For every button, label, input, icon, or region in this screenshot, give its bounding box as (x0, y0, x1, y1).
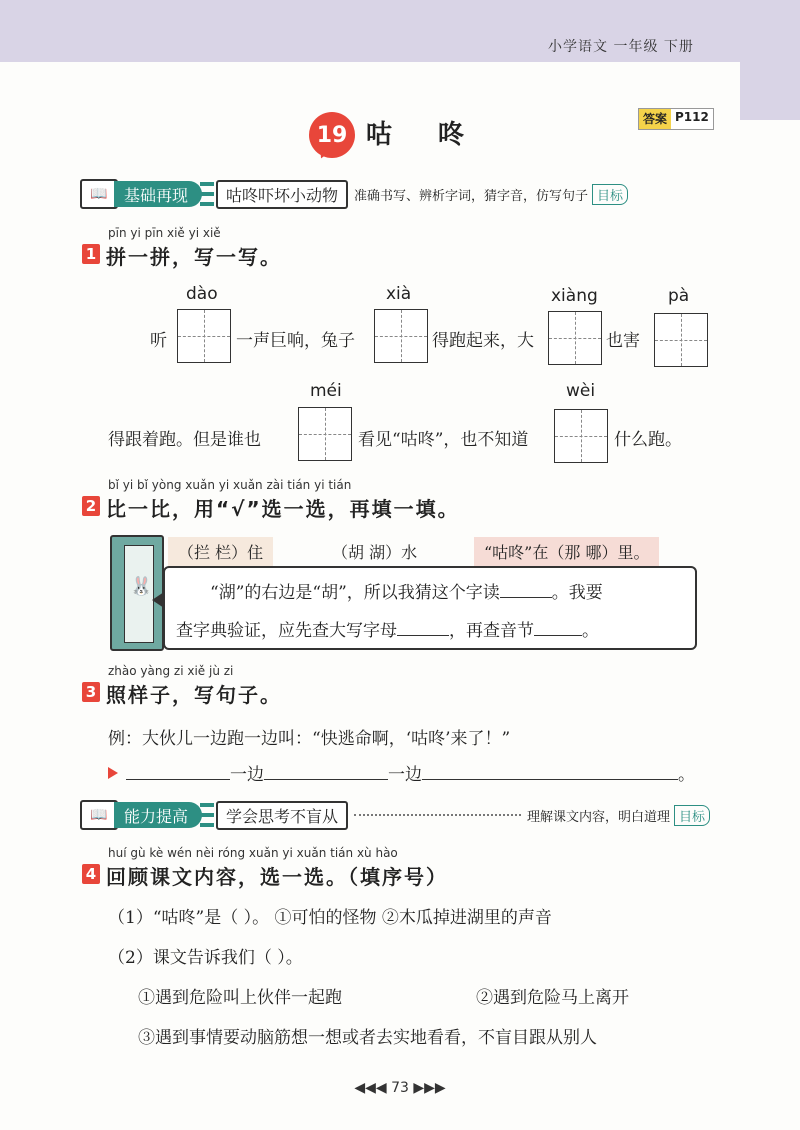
speech-line-1 (210, 578, 603, 603)
answer-blank[interactable] (422, 779, 678, 780)
speech-text: ，再查音节 (449, 621, 534, 641)
page-number: ◀◀◀ 73 ▶▶▶ (354, 1080, 446, 1096)
speech-text: 。 (582, 621, 599, 641)
q4-sub1: （1）“咕咚”是（ ）。 ①可怕的怪物 ②木瓜掉进湖里的声音 (108, 908, 552, 928)
section-label: 基础再现 (114, 181, 202, 207)
q4-pinyin: huí gù kè wén nèi róng xuǎn yi xuǎn tián xù hào (108, 846, 398, 860)
q1-text: 看见“咕咚”，也不知道 (358, 430, 529, 450)
box-pinyin: méi (310, 381, 342, 401)
q1-text: 一声巨响，兔子 (236, 331, 355, 351)
writing-box[interactable] (554, 409, 608, 463)
q4-option[interactable]: ③遇到事情要动脑筋想一想或者去实地看看，不盲目跟从别人 (138, 1028, 597, 1048)
q1-title: 拼一拼，写一写。 (106, 245, 282, 269)
section-goal: 理解课文内容，明白道理 (526, 809, 670, 825)
q1-pinyin: pīn yi pīn xiě yi xiě (108, 226, 221, 240)
q4-sub2: （2）课文告诉我们（ ）。 (108, 948, 303, 968)
book-info: 小学语文 一年级 下册 (548, 39, 694, 55)
rabbit-illustration (124, 545, 154, 643)
section-bar-advanced (80, 801, 710, 829)
q3-fill-line (126, 760, 695, 785)
box-pinyin: xiàng (551, 286, 598, 306)
fill-word: 。 (678, 765, 695, 785)
q1-text: 也害 (606, 331, 640, 351)
answer-blank[interactable] (534, 635, 582, 636)
q2-title: 比一比，用“√”选一选，再填一填。 (106, 497, 460, 521)
lesson-number-badge: 19 (309, 112, 355, 158)
q3-number: 3 (82, 682, 100, 702)
choice-chip[interactable]: （胡 湖）水 (332, 543, 418, 562)
answer-label: 答案 (639, 109, 671, 129)
book-icon: 📖 (80, 800, 118, 830)
box-pinyin: pà (668, 286, 690, 306)
speech-line-2 (176, 616, 599, 641)
speech-text: 。我要 (551, 583, 603, 603)
answer-page: P112 (671, 109, 713, 129)
section-decoration (200, 803, 214, 827)
choice-chip[interactable]: “咕咚”在（那 哪）里。 (474, 537, 659, 566)
writing-box[interactable] (298, 407, 352, 461)
section-subtitle: 学会思考不盲从 (216, 801, 348, 830)
box-pinyin: wèi (566, 381, 596, 401)
q4-option[interactable]: ①遇到危险叫上伙伴一起跑 (138, 988, 342, 1008)
section-goal: 准确书写、辨析字词，猜字音，仿写句子 (354, 188, 589, 204)
goal-tag: 目标 (592, 184, 628, 205)
answer-blank[interactable] (500, 597, 552, 598)
section-decoration (200, 182, 214, 206)
goal-tag: 目标 (674, 805, 710, 826)
section-subtitle: 咕咚吓坏小动物 (216, 180, 348, 209)
q1-text: 得跟着跑。但是谁也 (108, 430, 261, 450)
writing-box[interactable] (177, 309, 231, 363)
q3-example: 例：大伙儿一边跑一边叫：“快逃命啊，‘咕咚’来了！” (108, 729, 511, 749)
fill-word: 一边 (388, 765, 422, 785)
box-pinyin: xià (386, 284, 412, 304)
lesson-title: 咕咚 (366, 120, 511, 150)
q2-pinyin: bǐ yi bǐ yòng xuǎn yi xuǎn zài tián yi tián (108, 478, 352, 492)
q1-number: 1 (82, 244, 100, 264)
arrow-icon (108, 767, 118, 779)
rabbit-icon: 🐰 (130, 576, 153, 597)
q2-number: 2 (82, 496, 100, 516)
q4-title: 回顾课文内容，选一选。（填序号） (106, 865, 448, 889)
q3-title: 照样子，写句子。 (106, 683, 282, 707)
q4-option[interactable]: ②遇到危险马上离开 (476, 988, 629, 1008)
choice-chip[interactable]: （拦 栏）住 (168, 537, 273, 566)
header-tab (740, 0, 800, 120)
writing-box[interactable] (548, 311, 602, 365)
q1-text: 得跑起来，大 (432, 331, 534, 351)
q3-pinyin: zhào yàng zi xiě jù zi (108, 664, 234, 678)
writing-box[interactable] (654, 313, 708, 367)
q4-number: 4 (82, 864, 100, 884)
section-label: 能力提高 (114, 802, 202, 828)
writing-box[interactable] (374, 309, 428, 363)
answer-blank[interactable] (264, 779, 388, 780)
q1-text: 听 (150, 331, 167, 351)
section-bar-basic (80, 180, 710, 208)
answer-blank[interactable] (126, 779, 230, 780)
speech-text: “湖”的右边是“胡”，所以我猜这个字读 (210, 583, 500, 603)
speech-text: 查字典验证，应先查大写字母 (176, 621, 397, 641)
dotted-leader (354, 814, 521, 816)
q1-text: 什么跑。 (614, 430, 682, 450)
answer-blank[interactable] (397, 635, 449, 636)
box-pinyin: dào (186, 284, 218, 304)
answer-ref[interactable] (638, 108, 714, 130)
q3-arrow (108, 767, 118, 779)
fill-word: 一边 (230, 765, 264, 785)
book-icon: 📖 (80, 179, 118, 209)
